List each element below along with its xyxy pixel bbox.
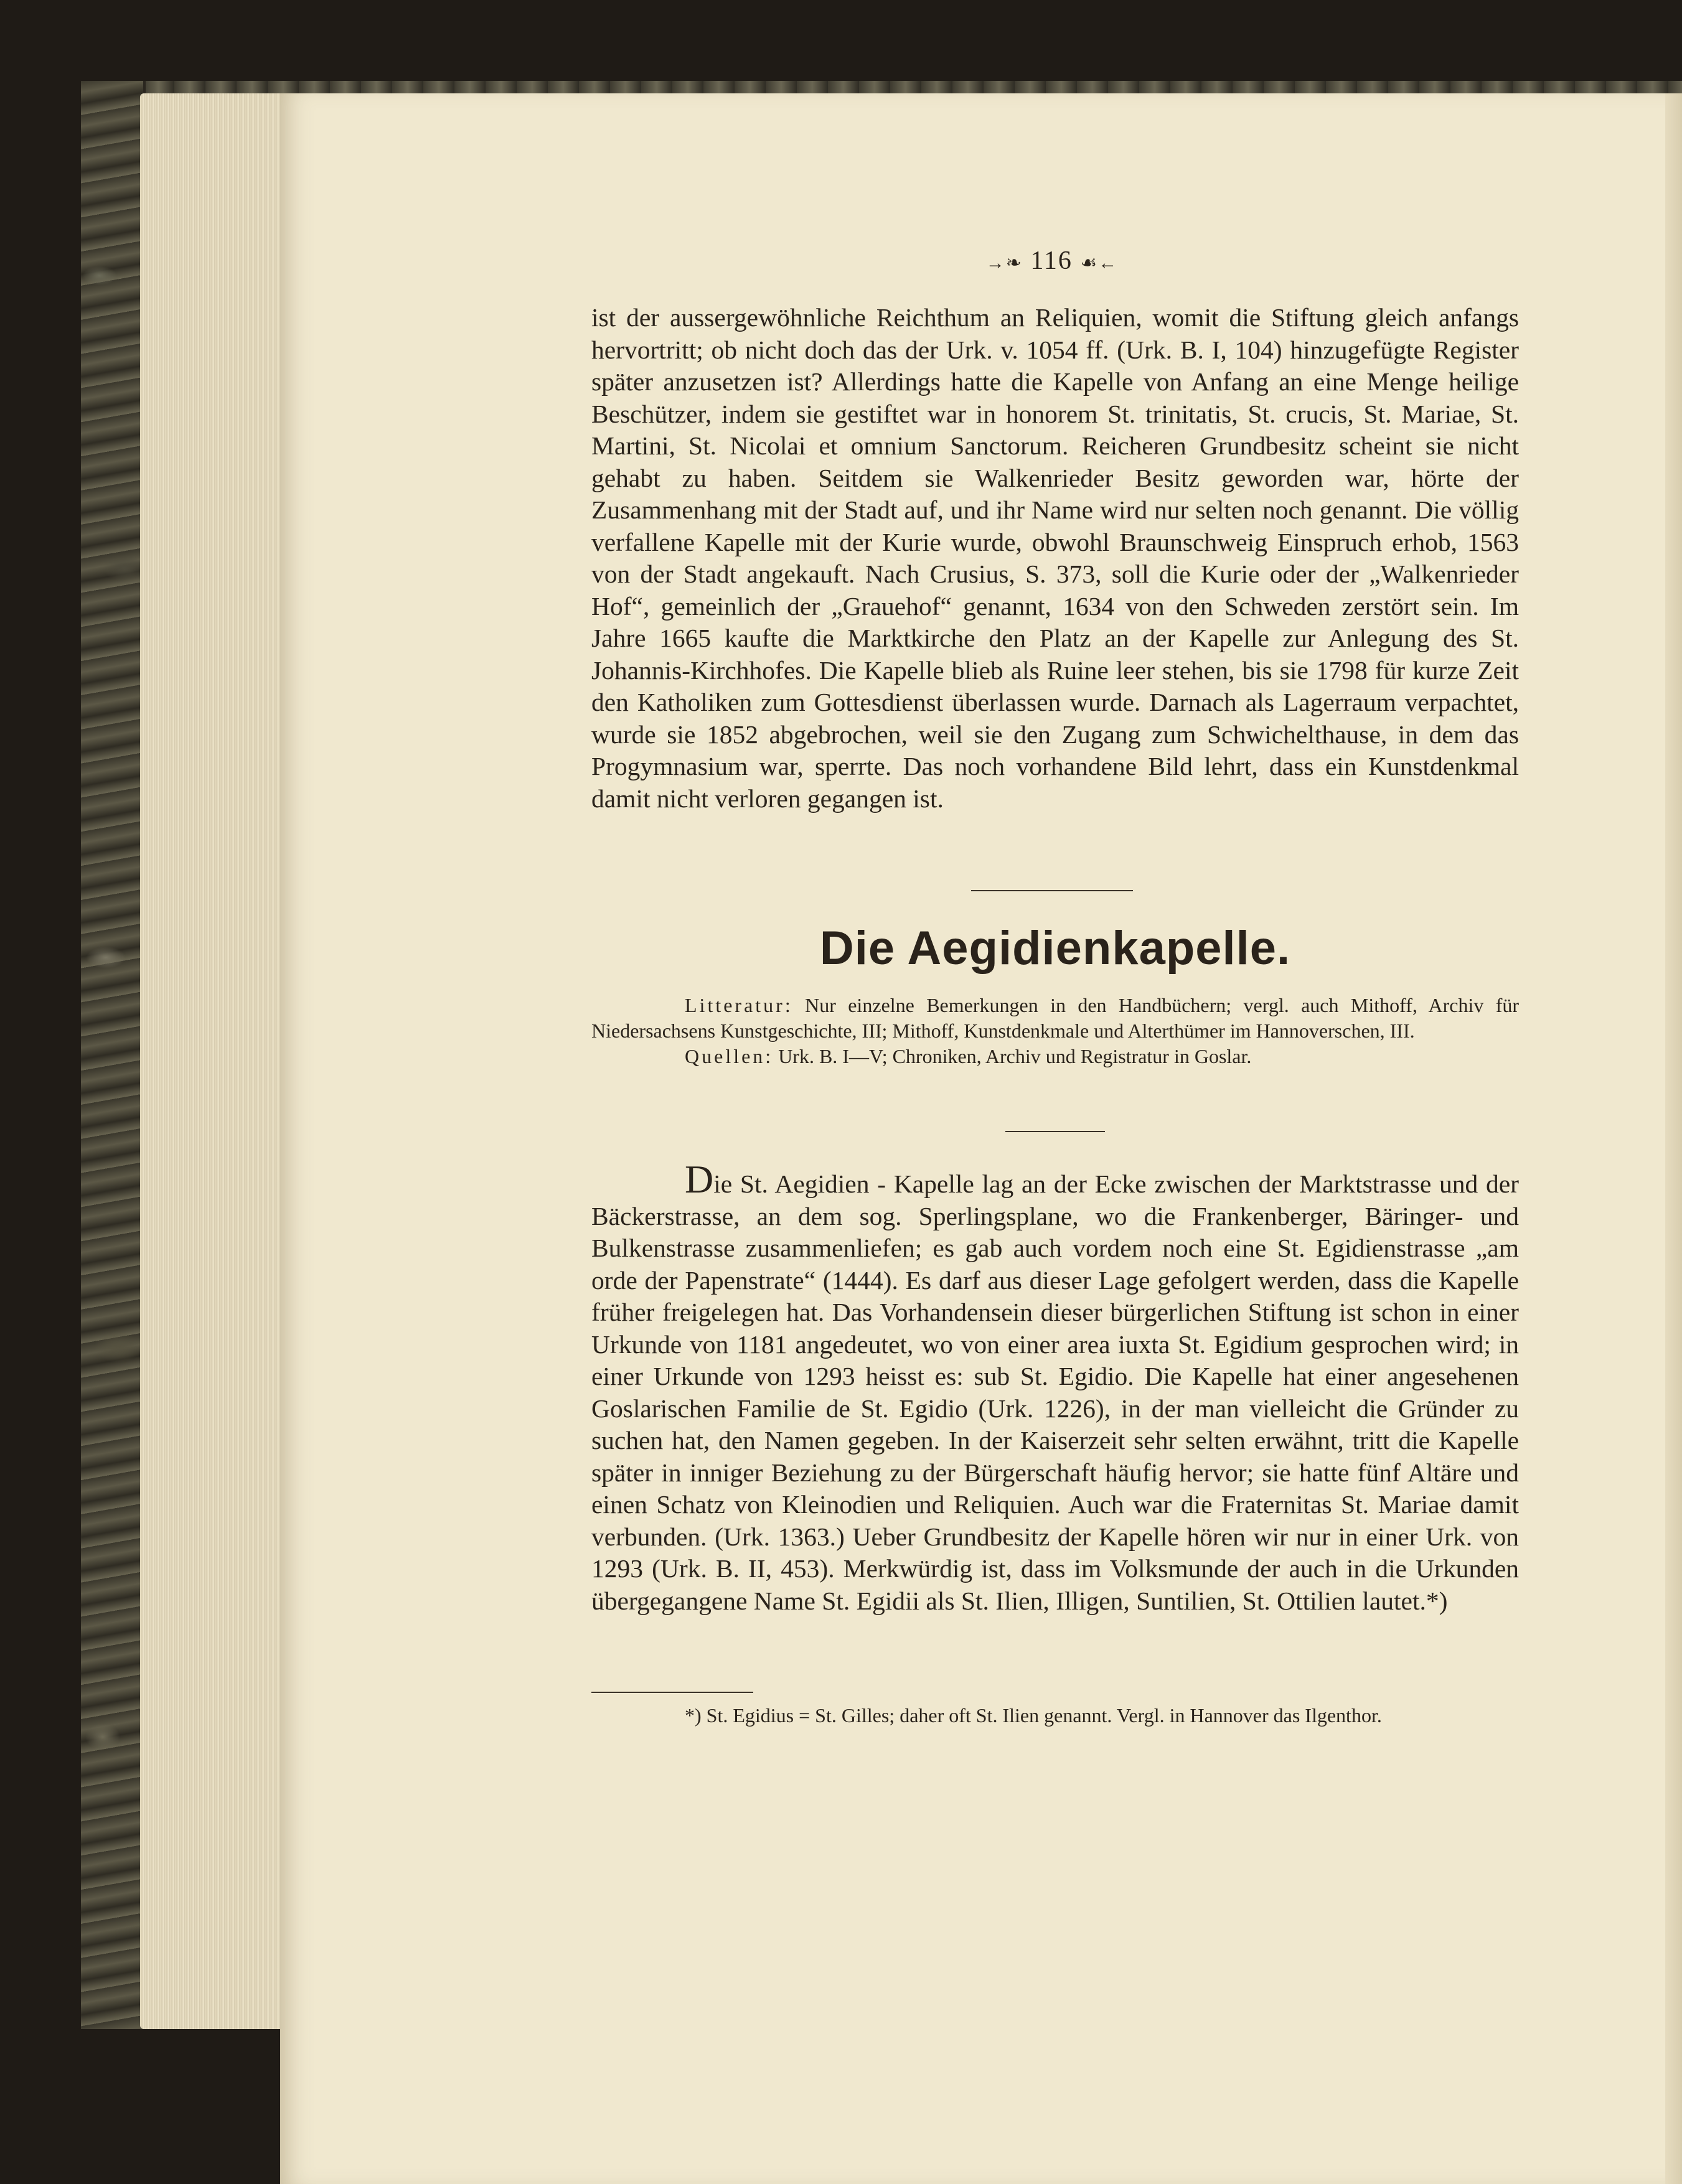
continued-paragraph: ist der aussergewöhnliche Reichthum an Reliquien, womit die Stiftung gleich anfangs hervortritt; ob nicht doch das der Urk. v. 1054 ff. (Urk. B. I, 104) hinzugefügte Register später anzusetzen ist? Allerdings hatte die Kapelle von Anfang an eine Menge heilige Beschützer, indem sie gestiftet war in honorem St. trinitatis, St. crucis, St. Mariae, St. Martini, St. Nicolai et omnium Sanctorum. Reicheren Grundbesitz scheint sie nicht gehabt zu haben. Seitdem sie Walkenrieder Besitz geworden war, hörte der Zusammenhang mit der Stadt auf, und ihr Name wird nur selten noch genannt. Die völlig verfallene Kapelle mit der Kurie wurde, obwohl Braunschweig Einspruch erhob, 1563 von der Stadt angekauft. Nach Crusius, S. 373, soll die Kurie oder der „Walkenrieder Hof“, gemeinlich der „Grauehof“ genannt, 1634 von den Schweden zerstört sein. Im Jahre 1665 kaufte die Marktkirche den Platz an der Kapelle zur Anlegung des St. Johannis-Kirchhofes. Die Kapelle blieb als Ruine leer stehen, bis sie 1798 für kurze Zeit den Katholiken zum Gottesdienst überlassen wurde. Darnach als Lagerraum verpachtet, wurde sie 1852 abgebrochen, weil sie den Zugang zum Schwichelthause, in dem das Progymnasium war, sperrte. Das noch vorhandene Bild lehrt, dass ein Kunstdenkmal damit nicht verloren gegangen ist. (591, 303, 1519, 813)
section-title: Die Aegidienkapelle. (819, 922, 1291, 975)
main-text-block (591, 1157, 1519, 1617)
drop-cap: D (685, 1157, 714, 1201)
section-divider-bottom (1005, 1131, 1105, 1132)
main-paragraph (591, 1157, 1519, 1617)
page-stack-edges (140, 93, 283, 2029)
page-number: 116 (1030, 246, 1073, 275)
marbled-book-cover (81, 81, 146, 2029)
page-number-header (971, 246, 1133, 276)
literature-label: Litteratur: (685, 994, 793, 1016)
literature-text: Nur einzelne Bemerkungen in den Handbüchern; vergl. auch Mithoff, Archiv für Niedersachsens Kunstgeschichte, III; Mithoff, Kunstdenkmale und Alterthümer im Hannoverschen, III. (591, 994, 1520, 1042)
bibliography-block (591, 993, 1519, 1069)
page-right-edge (1665, 93, 1682, 2184)
footnote-separator (591, 1692, 753, 1693)
main-paragraph-text: ie St. Aegidien - Kapelle lag an der Ecke zwischen der Marktstrasse und der Bäckerstrasse, an dem sog. Sperlingsplane, wo die Frankenberger, Bäringer- und Bulkenstrasse zusammenliefen; es gab auch vordem noch eine St. Egidienstrasse „am orde der Papenstrate“ (1444). Es darf aus dieser Lage gefolgert werden, dass die Kapelle früher freigelegen hat. Das Vorhandensein dieser bürgerlichen Stiftung ist schon in einer Urkunde von 1181 angedeutet, wo von einer area iuxta St. Egidium gesprochen wird; in einer Urkunde von 1293 heisst es: sub St. Egidio. Die Kapelle hat einer angesehenen Goslarischen Familie de St. Egidio (Urk. 1226), in der man vielleicht die Gründer zu suchen hat, den Namen gegeben. In der Kaiserzeit sehr selten erwähnt, tritt die Kapelle später in inniger Beziehung zu der Bürgerschaft häufig hervor; sie hatte fünf Altäre und einen Schatz von Kleinodien und Reliquien. Auch war die Fraternitas St. Mariae damit verbunden. (Urk. 1363.) Ueber Grundbesitz der Kapelle hören wir nur in einer Urk. von 1293 (Urk. B. II, 453). Merkwürdig ist, dass im Volksmunde der auch in die Urkunden übergegangene Name St. Egidii als St. Ilien, Illigen, Suntilien, St. Ottilien lautet.*) (591, 1169, 1519, 1615)
footnote-text: *) St. Egidius = St. Gilles; daher oft St. Ilien genannt. Vergl. in Hannover das Ilgenthor. (685, 1704, 1382, 1727)
ornament-right: ☙← (1080, 253, 1119, 273)
literature-entry (591, 993, 1519, 1044)
footnote-block (591, 1702, 1519, 1728)
sources-text: Urk. B. I—V; Chroniken, Archiv und Registratur in Goslar. (778, 1045, 1252, 1067)
sources-entry (591, 1044, 1519, 1069)
ornament-left: →❧ (985, 253, 1023, 273)
sources-label: Quellen: (685, 1045, 774, 1067)
section-divider-top (971, 890, 1133, 891)
continued-text-block (591, 302, 1519, 815)
